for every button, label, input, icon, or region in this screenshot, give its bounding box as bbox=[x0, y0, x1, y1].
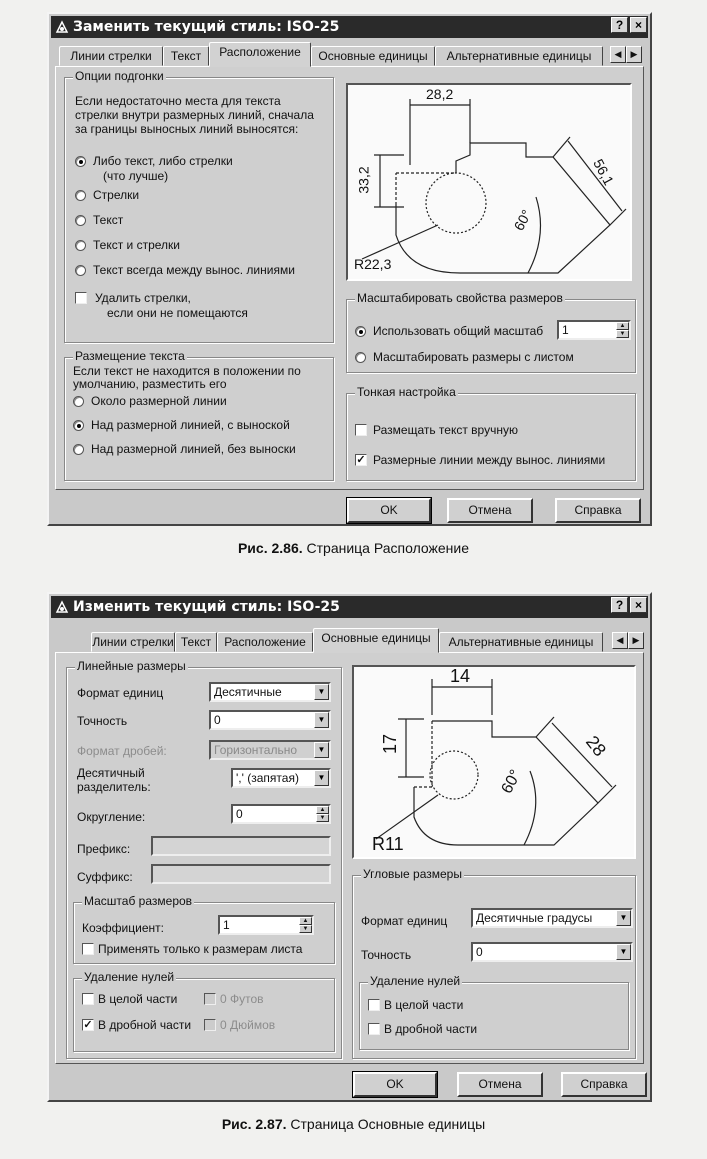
checkbox-feet[interactable] bbox=[204, 993, 216, 1005]
dialog-replace-style bbox=[47, 12, 652, 526]
zero-suppression-group bbox=[73, 970, 335, 1052]
checkbox-angular-trailing-label[interactable]: В дробной части bbox=[384, 1022, 478, 1036]
tab-scroll-right-button-2[interactable]: ▶ bbox=[628, 632, 644, 649]
radio-text-or-arrows-label2: (что лучше) bbox=[103, 169, 169, 183]
angular-zero-suppression-group bbox=[359, 974, 629, 1050]
radio-text-or-arrows[interactable] bbox=[75, 156, 86, 167]
prefix-input[interactable] bbox=[151, 836, 331, 856]
angular-zero-legend: Удаление нулей bbox=[370, 974, 461, 988]
radio-beside-dim-line[interactable] bbox=[73, 396, 84, 407]
text-placement-group bbox=[64, 349, 334, 481]
tab-scroll-left-button[interactable]: ◀ bbox=[610, 46, 626, 63]
dialog-title: Заменить текущий стиль: ISO-25 bbox=[73, 19, 340, 35]
cancel-button[interactable]: Отмена bbox=[447, 498, 533, 523]
tab-scroll-right-button[interactable]: ▶ bbox=[626, 46, 642, 63]
checkbox-place-text-manually-label[interactable]: Размещать текст вручную bbox=[373, 423, 518, 437]
scale-legend: Масштабировать свойства размеров bbox=[357, 291, 563, 305]
round-off-input[interactable] bbox=[231, 804, 331, 824]
tab-lines-arrows-2[interactable]: Линии стрелки bbox=[91, 632, 175, 652]
checkbox-draw-dim-line-between[interactable]: ✓ bbox=[356, 454, 366, 466]
unit-format-select[interactable] bbox=[209, 682, 331, 702]
fraction-format-label: Формат дробей: bbox=[77, 744, 167, 758]
close-title-button-2[interactable]: × bbox=[630, 597, 647, 613]
fit-desc-line1: Если недостаточно места для текста bbox=[75, 94, 281, 108]
radio-text-and-arrows[interactable] bbox=[75, 240, 86, 251]
scale-group bbox=[346, 291, 636, 373]
dimension-preview bbox=[346, 83, 632, 281]
radio-over-without-leader-label[interactable]: Над размерной линией, без выноски bbox=[91, 442, 296, 456]
chevron-down-icon[interactable]: ▼ bbox=[314, 742, 329, 758]
tab-text-2[interactable]: Текст bbox=[175, 632, 217, 652]
text-placement-desc1: Если текст не находится в положении по bbox=[73, 364, 301, 378]
angular-dimensions-group bbox=[352, 867, 636, 1059]
scale-factor-spinner[interactable]: ▲ ▼ bbox=[299, 917, 312, 933]
chevron-down-icon[interactable]: ▼ bbox=[314, 712, 329, 728]
tab-primary-units-2[interactable]: Основные единицы bbox=[313, 628, 439, 653]
precision-select[interactable] bbox=[209, 710, 331, 730]
preview-label-diagonal: 56,1 bbox=[590, 156, 618, 188]
figure-text-2: Страница Основные единицы bbox=[290, 1116, 486, 1132]
preview2-label-diagonal: 28 bbox=[581, 731, 611, 761]
angular-legend: Угловые размеры bbox=[363, 867, 462, 881]
app-icon-2 bbox=[55, 600, 69, 614]
tab-scroll-left-button-2[interactable]: ◀ bbox=[612, 632, 628, 649]
radio-text-or-arrows-label[interactable]: Либо текст, либо стрелки bbox=[93, 154, 233, 168]
checkbox-suppress-arrows-label[interactable]: Удалить стрелки, bbox=[95, 291, 191, 305]
radio-beside-dim-line-label[interactable]: Около размерной линии bbox=[91, 394, 227, 408]
checkbox-angular-trailing[interactable] bbox=[368, 1023, 380, 1035]
preview-drawing bbox=[348, 85, 630, 279]
decimal-separator-label: Десятичный bbox=[77, 766, 145, 780]
suffix-input[interactable] bbox=[151, 864, 331, 884]
measurement-scale-legend: Масштаб размеров bbox=[84, 894, 193, 908]
checkbox-suppress-arrows-label2: если они не помещаются bbox=[107, 306, 248, 320]
preview-label-radius: R22,3 bbox=[354, 256, 392, 272]
overall-scale-value: 1 bbox=[562, 323, 569, 337]
decimal-separator-value: ',' (запятая) bbox=[236, 771, 299, 785]
radio-over-without-leader[interactable] bbox=[73, 444, 84, 455]
dimension-preview-2 bbox=[352, 665, 636, 859]
chevron-down-icon[interactable]: ▼ bbox=[616, 944, 631, 960]
chevron-down-icon[interactable]: ▼ bbox=[314, 684, 329, 700]
dialog-title-bar-2[interactable] bbox=[51, 596, 648, 618]
angular-unit-format-value: Десятичные градусы bbox=[476, 911, 593, 925]
unit-format-value: Десятичные bbox=[214, 685, 282, 699]
preview-drawing-2 bbox=[354, 667, 634, 857]
precision-label: Точность bbox=[77, 714, 128, 728]
radio-always-text-label[interactable]: Текст всегда между вынос. линиями bbox=[93, 263, 295, 277]
checkbox-draw-dim-line-between-label[interactable]: Размерные линии между вынос. линиями bbox=[373, 453, 606, 467]
decimal-separator-select[interactable] bbox=[231, 768, 331, 788]
radio-over-with-leader-label[interactable]: Над размерной линией, с выноской bbox=[91, 418, 290, 432]
round-off-spinner[interactable]: ▲ ▼ bbox=[316, 806, 329, 822]
ok-button[interactable]: OK bbox=[347, 498, 431, 523]
radio-text-and-arrows-label[interactable]: Текст и стрелки bbox=[93, 238, 180, 252]
checkbox-suppress-arrows[interactable] bbox=[75, 292, 87, 304]
help-title-button-2[interactable]: ? bbox=[611, 597, 628, 613]
text-placement-legend: Размещение текста bbox=[75, 349, 185, 363]
radio-text-label[interactable]: Текст bbox=[93, 213, 124, 227]
checkbox-trailing-zeros[interactable]: ✓ bbox=[83, 1019, 93, 1031]
angular-precision-select[interactable] bbox=[471, 942, 633, 962]
measurement-scale-group bbox=[73, 894, 335, 964]
checkbox-inches-label[interactable]: 0 Дюймов bbox=[220, 1018, 276, 1032]
preview2-label-angle: 60° bbox=[498, 767, 525, 797]
radio-use-overall-scale[interactable] bbox=[355, 326, 366, 337]
dialog-title-2: Изменить текущий стиль: ISO-25 bbox=[73, 599, 340, 615]
checkbox-inches[interactable] bbox=[204, 1019, 216, 1031]
chevron-down-icon[interactable]: ▼ bbox=[616, 910, 631, 926]
checkbox-trailing-zeros-label[interactable]: В дробной части bbox=[98, 1018, 192, 1032]
checkbox-leading-zeros-label[interactable]: В целой части bbox=[98, 992, 178, 1006]
angular-precision-value: 0 bbox=[476, 945, 483, 959]
checkbox-angular-leading-label[interactable]: В целой части bbox=[384, 998, 464, 1012]
fine-tuning-group bbox=[346, 385, 636, 481]
prefix-label: Префикс: bbox=[77, 842, 131, 856]
round-off-label: Округление: bbox=[77, 810, 146, 824]
radio-arrows[interactable] bbox=[75, 190, 86, 201]
tab-alternate-units-2[interactable]: Альтернативные единицы bbox=[439, 632, 603, 652]
preview-label-angle: 60° bbox=[510, 206, 535, 234]
preview2-label-height: 17 bbox=[380, 733, 401, 755]
preview-label-height: 33,2 bbox=[355, 166, 372, 194]
precision-value: 0 bbox=[214, 713, 221, 727]
linear-legend: Линейные размеры bbox=[77, 659, 186, 673]
tab-panel-2 bbox=[55, 652, 644, 1064]
fit-desc-line3: за границы выносных линий выносятся: bbox=[75, 122, 299, 136]
tab-fit-2[interactable]: Расположение bbox=[217, 632, 313, 652]
checkbox-angular-leading[interactable] bbox=[368, 999, 380, 1011]
unit-format-label: Формат единиц bbox=[77, 686, 164, 700]
preview2-label-radius: R11 bbox=[372, 834, 404, 854]
help-button-2[interactable]: Справка bbox=[561, 1072, 647, 1097]
scale-factor-input[interactable] bbox=[218, 915, 314, 935]
tab-text[interactable]: Текст bbox=[163, 46, 209, 66]
radio-arrows-label[interactable]: Стрелки bbox=[93, 188, 140, 202]
checkbox-feet-label[interactable]: 0 Футов bbox=[220, 992, 264, 1006]
figure-caption-2 bbox=[0, 1116, 707, 1132]
dialog-modify-style bbox=[47, 592, 652, 1102]
tab-fit[interactable]: Расположение bbox=[209, 42, 311, 67]
figure-text-1: Страница Расположение bbox=[306, 540, 470, 556]
figure-number-2: Рис. 2.87. bbox=[221, 1116, 287, 1132]
fine-tuning-legend: Тонкая настройка bbox=[357, 385, 456, 399]
ok-button-2[interactable]: OK bbox=[353, 1072, 437, 1097]
checkbox-place-text-manually[interactable] bbox=[355, 424, 367, 436]
fit-desc-line2: стрелки внутри размерных линий, сначала bbox=[75, 108, 314, 122]
radio-text[interactable] bbox=[75, 215, 86, 226]
fraction-format-value: Горизонтально bbox=[214, 743, 298, 757]
figure-caption-1 bbox=[0, 540, 707, 556]
tab-alternate-units[interactable]: Альтернативные единицы bbox=[435, 46, 603, 66]
close-title-button[interactable]: × bbox=[630, 17, 647, 33]
help-button[interactable]: Справка bbox=[555, 498, 641, 523]
help-title-button[interactable]: ? bbox=[611, 17, 628, 33]
round-off-value: 0 bbox=[236, 807, 243, 821]
tab-primary-units[interactable]: Основные единицы bbox=[311, 46, 435, 66]
checkbox-leading-zeros[interactable] bbox=[82, 993, 94, 1005]
radio-scale-to-layout-label[interactable]: Масштабировать размеры с листом bbox=[373, 350, 574, 364]
overall-scale-input[interactable] bbox=[557, 320, 631, 340]
linear-dimensions-group bbox=[66, 659, 342, 1059]
tab-lines-arrows[interactable]: Линии стрелки bbox=[59, 46, 163, 66]
fit-options-legend: Опции подгонки bbox=[75, 69, 164, 83]
angular-precision-label: Точность bbox=[361, 948, 412, 962]
checkbox-layout-only[interactable] bbox=[82, 943, 94, 955]
radio-always-text[interactable] bbox=[75, 265, 86, 276]
figure-number-1: Рис. 2.86. bbox=[237, 540, 303, 556]
radio-use-overall-scale-label[interactable]: Использовать общий масштаб bbox=[373, 324, 544, 338]
radio-scale-to-layout[interactable] bbox=[355, 352, 366, 363]
decimal-separator-label2: разделитель: bbox=[77, 780, 151, 794]
checkbox-layout-only-label[interactable]: Применять только к размерам листа bbox=[98, 942, 303, 956]
dialog-title-bar[interactable] bbox=[51, 16, 648, 38]
suffix-label: Суффикс: bbox=[77, 870, 133, 884]
fit-options-group bbox=[64, 69, 334, 343]
tab-panel bbox=[55, 66, 644, 490]
chevron-down-icon[interactable]: ▼ bbox=[314, 770, 329, 786]
angular-unit-format-select[interactable] bbox=[471, 908, 633, 928]
preview-label-width: 28,2 bbox=[426, 86, 454, 102]
overall-scale-spinner[interactable]: ▲ ▼ bbox=[616, 322, 629, 338]
zero-suppression-legend: Удаление нулей bbox=[84, 970, 175, 984]
scale-factor-value: 1 bbox=[223, 918, 230, 932]
scale-factor-label: Коэффициент: bbox=[82, 921, 164, 935]
preview2-label-width: 14 bbox=[450, 666, 471, 686]
radio-over-with-leader[interactable] bbox=[73, 420, 84, 431]
fraction-format-select[interactable] bbox=[209, 740, 331, 760]
app-icon bbox=[55, 20, 69, 34]
text-placement-desc2: умолчанию, разместить его bbox=[73, 377, 227, 391]
cancel-button-2[interactable]: Отмена bbox=[457, 1072, 543, 1097]
angular-unit-format-label: Формат единиц bbox=[361, 914, 448, 928]
